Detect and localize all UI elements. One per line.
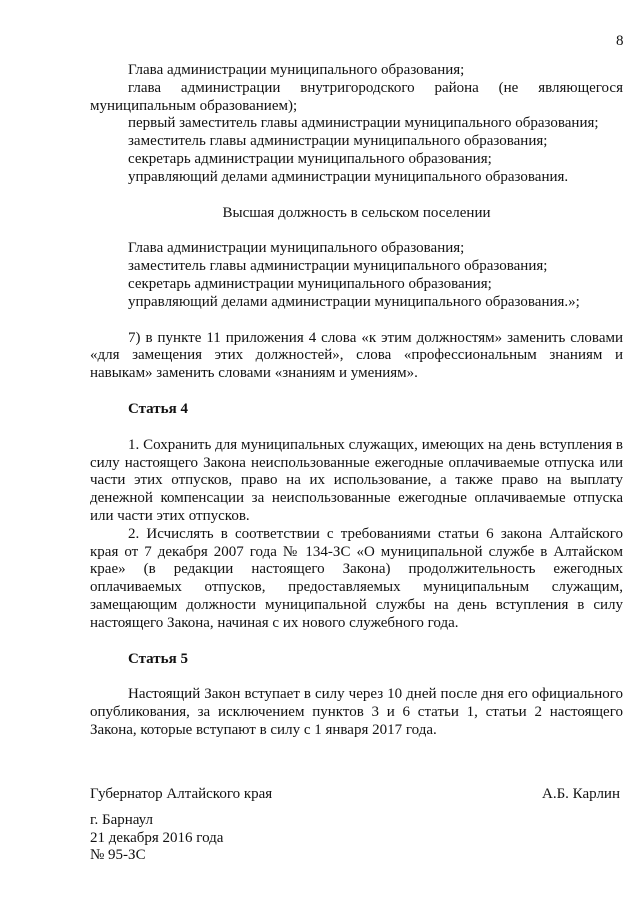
signatory-name: А.Б. Карлин bbox=[541, 786, 620, 802]
list-item: секретарь администрации муниципального образования; bbox=[128, 275, 492, 292]
list-item: управляющий делами администрации муниципального образования.»; bbox=[128, 293, 580, 310]
list-item: Глава администрации муниципального образования; bbox=[128, 240, 465, 257]
city: г. Барнаул bbox=[90, 812, 153, 828]
list-item: управляющий делами администрации муниципального образования. bbox=[128, 168, 569, 185]
article-5-heading: Статья 5 bbox=[128, 650, 188, 667]
rural-heading: Высшая должность в сельском поселении bbox=[222, 204, 491, 221]
article-4-paragraph-2: 2. Исчислять в соответствии с требованиями статьи 6 закона Алтайского края от 7 декабря 2007 года № 134-ЗС «О муниципальной службе в Алтайском крае» (в редакции настоящего Закона) продолжительность ежегодных оплачиваемых отпусков, предоставляемых муниципальным служащим, замещающим должности муниципальной службы на день вступления в силу настоящего Закона, начиная с их нового служебного года. bbox=[90, 525, 623, 631]
item-7-paragraph: 7) в пункте 11 приложения 4 слова «к этим должностям» заменить словами «для замещения этих должностей», слова «профессиональным знаниям и навыкам» заменить словами «знаниям и умениям». bbox=[90, 329, 623, 382]
signature-block bbox=[90, 786, 620, 803]
place-date-block bbox=[90, 812, 223, 865]
list-item: секретарь администрации муниципального образования; bbox=[128, 150, 492, 167]
page-number: 8 bbox=[616, 33, 624, 49]
list-item: первый заместитель главы администрации муниципального образования; bbox=[128, 115, 599, 132]
list-item: Глава администрации муниципального образования; bbox=[128, 62, 465, 78]
document-body bbox=[90, 62, 623, 740]
list-item: заместитель главы администрации муниципального образования; bbox=[128, 258, 548, 275]
article-4-paragraph-1: 1. Сохранить для муниципальных служащих, имеющих на день вступления в силу настоящего Закона неиспользованные ежегодные оплачиваемые отпуска или части этих отпусков, право на их использование, а также право на выплату денежной компенсации за неиспользованные ежегодные оплачиваемые отпуска или части этих отпусков. bbox=[90, 436, 623, 524]
law-number: № 95-ЗС bbox=[90, 847, 146, 863]
article-5-paragraph-1: Настоящий Закон вступает в силу через 10 дней после дня его официального опубликования, за исключением пунктов 3 и 6 статьи 1, статьи 2 настоящего Закона, которые вступают в силу с 1 января 2017 года. bbox=[90, 686, 623, 738]
list-item: заместитель главы администрации муниципального образования; bbox=[128, 133, 548, 150]
date: 21 декабря 2016 года bbox=[90, 829, 224, 846]
rural-positions-list bbox=[90, 240, 623, 311]
top-positions-list bbox=[90, 62, 623, 187]
article-4-heading: Статья 4 bbox=[128, 400, 188, 417]
list-item: глава администрации внутригородского района (не являющегося муниципальным образованием); bbox=[90, 79, 623, 114]
signatory-position: Губернатор Алтайского края bbox=[90, 786, 273, 802]
